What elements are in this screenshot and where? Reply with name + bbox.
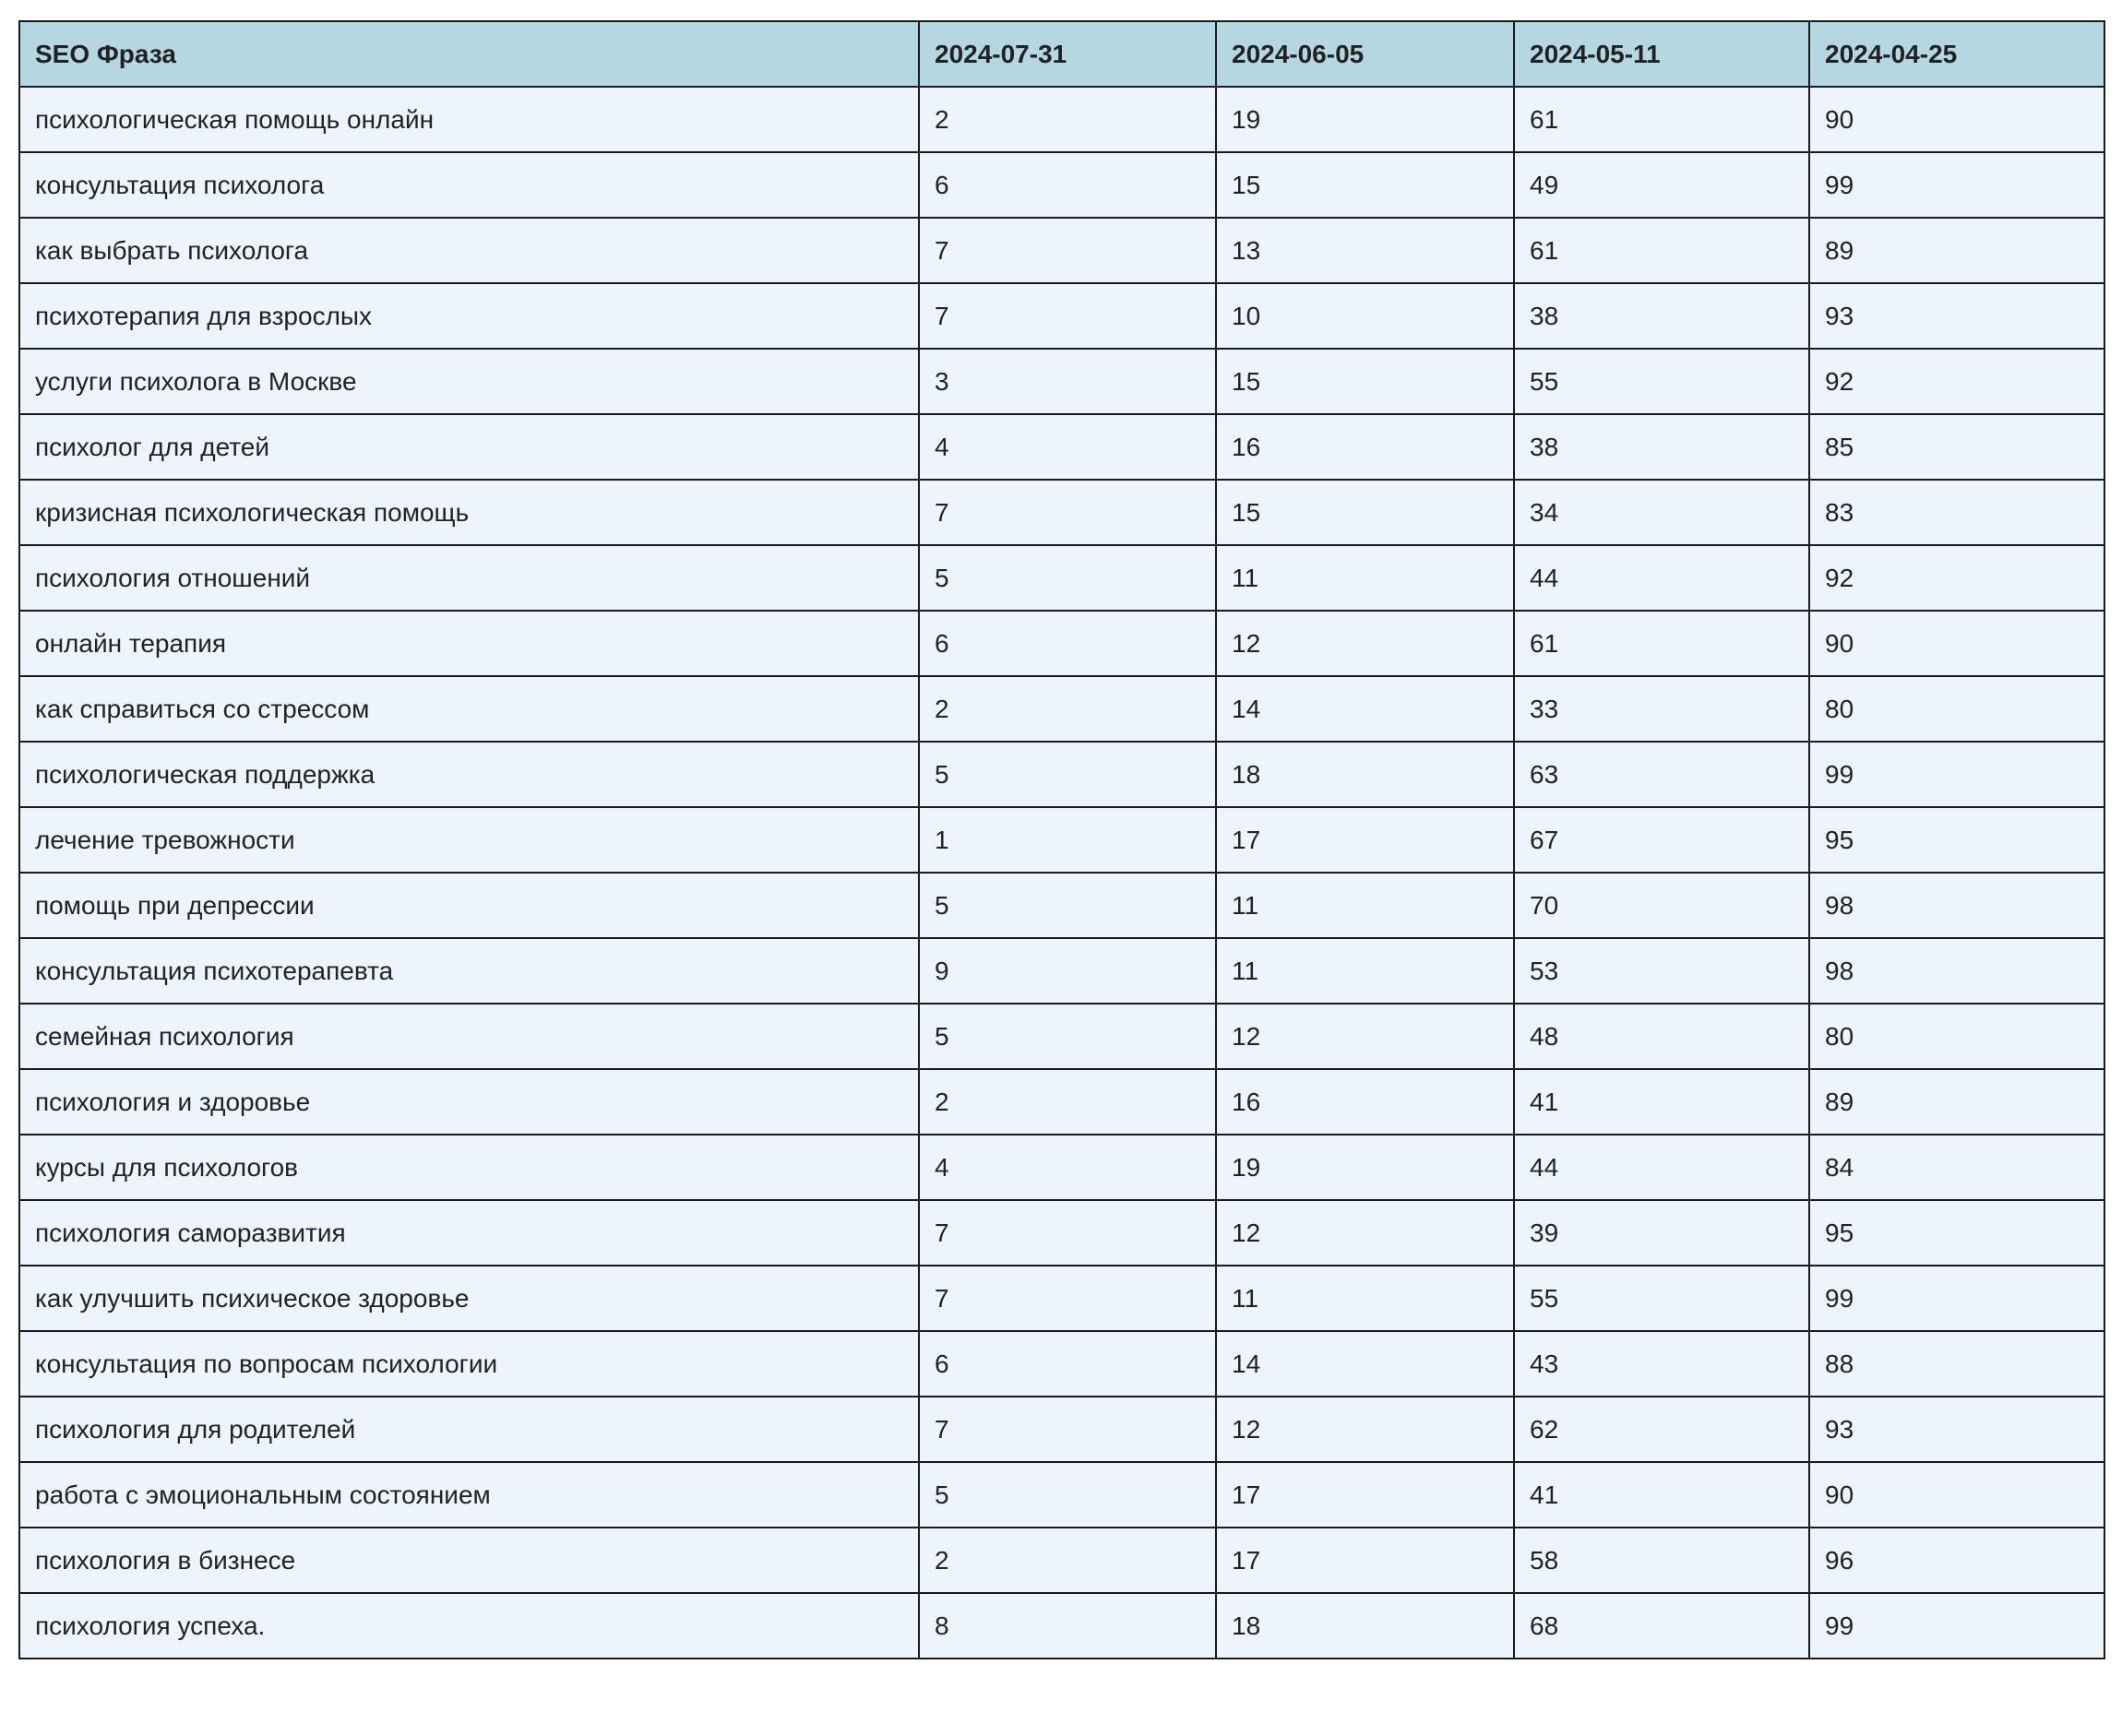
seo-phrase-cell: как улучшить психическое здоровье <box>19 1266 919 1331</box>
position-cell: 7 <box>919 480 1216 545</box>
position-cell: 11 <box>1216 1266 1514 1331</box>
seo-phrase-cell: кризисная психологическая помощь <box>19 480 919 545</box>
seo-phrase-cell: психология и здоровье <box>19 1069 919 1135</box>
position-cell: 2 <box>919 676 1216 742</box>
table-row <box>19 1069 2104 1135</box>
seo-phrase-cell: психологическая помощь онлайн <box>19 87 919 152</box>
position-cell: 17 <box>1216 1462 1514 1528</box>
seo-phrase-cell: психология успеха. <box>19 1593 919 1659</box>
position-cell: 68 <box>1514 1593 1809 1659</box>
position-cell: 90 <box>1809 611 2104 676</box>
table-row <box>19 1528 2104 1593</box>
position-cell: 89 <box>1809 218 2104 283</box>
position-cell: 5 <box>919 873 1216 938</box>
position-cell: 12 <box>1216 611 1514 676</box>
table-row <box>19 1462 2104 1528</box>
seo-phrase-cell: услуги психолога в Москве <box>19 349 919 414</box>
position-cell: 5 <box>919 742 1216 807</box>
position-cell: 5 <box>919 1004 1216 1069</box>
position-cell: 95 <box>1809 1200 2104 1266</box>
position-cell: 7 <box>919 1397 1216 1462</box>
position-cell: 7 <box>919 283 1216 349</box>
table-row <box>19 480 2104 545</box>
table-row <box>19 1397 2104 1462</box>
position-cell: 5 <box>919 1462 1216 1528</box>
position-cell: 14 <box>1216 676 1514 742</box>
position-cell: 49 <box>1514 152 1809 218</box>
seo-phrase-cell: семейная психология <box>19 1004 919 1069</box>
position-cell: 7 <box>919 218 1216 283</box>
table-row <box>19 1135 2104 1200</box>
position-cell: 16 <box>1216 1069 1514 1135</box>
position-cell: 11 <box>1216 873 1514 938</box>
position-cell: 11 <box>1216 545 1514 611</box>
header-row <box>19 21 2104 87</box>
position-cell: 99 <box>1809 1266 2104 1331</box>
position-cell: 99 <box>1809 742 2104 807</box>
seo-phrase-cell: психологическая поддержка <box>19 742 919 807</box>
position-cell: 99 <box>1809 152 2104 218</box>
table-row <box>19 414 2104 480</box>
position-cell: 1 <box>919 807 1216 873</box>
position-cell: 93 <box>1809 283 2104 349</box>
seo-phrase-cell: психология саморазвития <box>19 1200 919 1266</box>
position-cell: 83 <box>1809 480 2104 545</box>
position-cell: 15 <box>1216 152 1514 218</box>
position-cell: 92 <box>1809 349 2104 414</box>
seo-phrase-cell: помощь при депрессии <box>19 873 919 938</box>
position-cell: 90 <box>1809 87 2104 152</box>
table-row <box>19 87 2104 152</box>
table-header <box>19 21 2104 87</box>
table-row <box>19 152 2104 218</box>
position-cell: 4 <box>919 1135 1216 1200</box>
position-cell: 6 <box>919 1331 1216 1397</box>
position-cell: 19 <box>1216 87 1514 152</box>
table-row <box>19 1200 2104 1266</box>
table-row <box>19 218 2104 283</box>
table-row <box>19 1331 2104 1397</box>
table-row <box>19 938 2104 1004</box>
position-cell: 95 <box>1809 807 2104 873</box>
position-cell: 90 <box>1809 1462 2104 1528</box>
position-cell: 61 <box>1514 218 1809 283</box>
position-cell: 80 <box>1809 1004 2104 1069</box>
position-cell: 80 <box>1809 676 2104 742</box>
position-cell: 70 <box>1514 873 1809 938</box>
position-cell: 88 <box>1809 1331 2104 1397</box>
position-cell: 16 <box>1216 414 1514 480</box>
table-row <box>19 742 2104 807</box>
table-row <box>19 807 2104 873</box>
table-row <box>19 1004 2104 1069</box>
position-cell: 55 <box>1514 1266 1809 1331</box>
position-cell: 38 <box>1514 283 1809 349</box>
seo-phrase-cell: психотерапия для взрослых <box>19 283 919 349</box>
position-cell: 10 <box>1216 283 1514 349</box>
seo-phrase-cell: психология отношений <box>19 545 919 611</box>
column-header-date: 2024-06-05 <box>1216 21 1514 87</box>
position-cell: 48 <box>1514 1004 1809 1069</box>
seo-phrase-cell: психология для родителей <box>19 1397 919 1462</box>
position-cell: 98 <box>1809 873 2104 938</box>
position-cell: 6 <box>919 152 1216 218</box>
table-row <box>19 283 2104 349</box>
position-cell: 93 <box>1809 1397 2104 1462</box>
position-cell: 44 <box>1514 545 1809 611</box>
seo-phrase-cell: курсы для психологов <box>19 1135 919 1200</box>
position-cell: 98 <box>1809 938 2104 1004</box>
seo-phrase-cell: консультация психотерапевта <box>19 938 919 1004</box>
position-cell: 17 <box>1216 807 1514 873</box>
position-cell: 7 <box>919 1266 1216 1331</box>
position-cell: 92 <box>1809 545 2104 611</box>
column-header-date: 2024-05-11 <box>1514 21 1809 87</box>
position-cell: 89 <box>1809 1069 2104 1135</box>
position-cell: 67 <box>1514 807 1809 873</box>
seo-phrase-cell: как выбрать психолога <box>19 218 919 283</box>
table-row <box>19 545 2104 611</box>
position-cell: 6 <box>919 611 1216 676</box>
position-cell: 55 <box>1514 349 1809 414</box>
position-cell: 12 <box>1216 1004 1514 1069</box>
table-row <box>19 873 2104 938</box>
seo-phrase-cell: лечение тревожности <box>19 807 919 873</box>
position-cell: 99 <box>1809 1593 2104 1659</box>
column-header-phrase: SEO Фраза <box>19 21 919 87</box>
position-cell: 12 <box>1216 1397 1514 1462</box>
position-cell: 2 <box>919 1069 1216 1135</box>
position-cell: 43 <box>1514 1331 1809 1397</box>
seo-phrase-cell: консультация по вопросам психологии <box>19 1331 919 1397</box>
position-cell: 44 <box>1514 1135 1809 1200</box>
position-cell: 12 <box>1216 1200 1514 1266</box>
column-header-date: 2024-07-31 <box>919 21 1216 87</box>
position-cell: 53 <box>1514 938 1809 1004</box>
table-body <box>19 87 2104 1659</box>
position-cell: 3 <box>919 349 1216 414</box>
position-cell: 11 <box>1216 938 1514 1004</box>
table-row <box>19 676 2104 742</box>
position-cell: 61 <box>1514 611 1809 676</box>
position-cell: 13 <box>1216 218 1514 283</box>
seo-phrase-cell: как справиться со стрессом <box>19 676 919 742</box>
position-cell: 4 <box>919 414 1216 480</box>
position-cell: 41 <box>1514 1069 1809 1135</box>
seo-phrase-cell: психолог для детей <box>19 414 919 480</box>
position-cell: 34 <box>1514 480 1809 545</box>
position-cell: 2 <box>919 87 1216 152</box>
seo-phrase-cell: психология в бизнесе <box>19 1528 919 1593</box>
position-cell: 39 <box>1514 1200 1809 1266</box>
seo-phrase-cell: работа с эмоциональным состоянием <box>19 1462 919 1528</box>
position-cell: 61 <box>1514 87 1809 152</box>
position-cell: 63 <box>1514 742 1809 807</box>
position-cell: 14 <box>1216 1331 1514 1397</box>
seo-phrase-cell: онлайн терапия <box>19 611 919 676</box>
position-cell: 17 <box>1216 1528 1514 1593</box>
position-cell: 18 <box>1216 1593 1514 1659</box>
seo-phrase-cell: консультация психолога <box>19 152 919 218</box>
position-cell: 96 <box>1809 1528 2104 1593</box>
position-cell: 8 <box>919 1593 1216 1659</box>
position-cell: 41 <box>1514 1462 1809 1528</box>
position-cell: 5 <box>919 545 1216 611</box>
position-cell: 38 <box>1514 414 1809 480</box>
position-cell: 62 <box>1514 1397 1809 1462</box>
position-cell: 15 <box>1216 349 1514 414</box>
position-cell: 84 <box>1809 1135 2104 1200</box>
table-container <box>18 20 2105 1659</box>
table-row <box>19 1593 2104 1659</box>
position-cell: 7 <box>919 1200 1216 1266</box>
position-cell: 2 <box>919 1528 1216 1593</box>
table-row <box>19 1266 2104 1331</box>
table-row <box>19 349 2104 414</box>
position-cell: 85 <box>1809 414 2104 480</box>
position-cell: 9 <box>919 938 1216 1004</box>
position-cell: 18 <box>1216 742 1514 807</box>
position-cell: 33 <box>1514 676 1809 742</box>
position-cell: 19 <box>1216 1135 1514 1200</box>
table-row <box>19 611 2104 676</box>
position-cell: 15 <box>1216 480 1514 545</box>
seo-positions-table <box>18 20 2105 1659</box>
position-cell: 58 <box>1514 1528 1809 1593</box>
column-header-date: 2024-04-25 <box>1809 21 2104 87</box>
